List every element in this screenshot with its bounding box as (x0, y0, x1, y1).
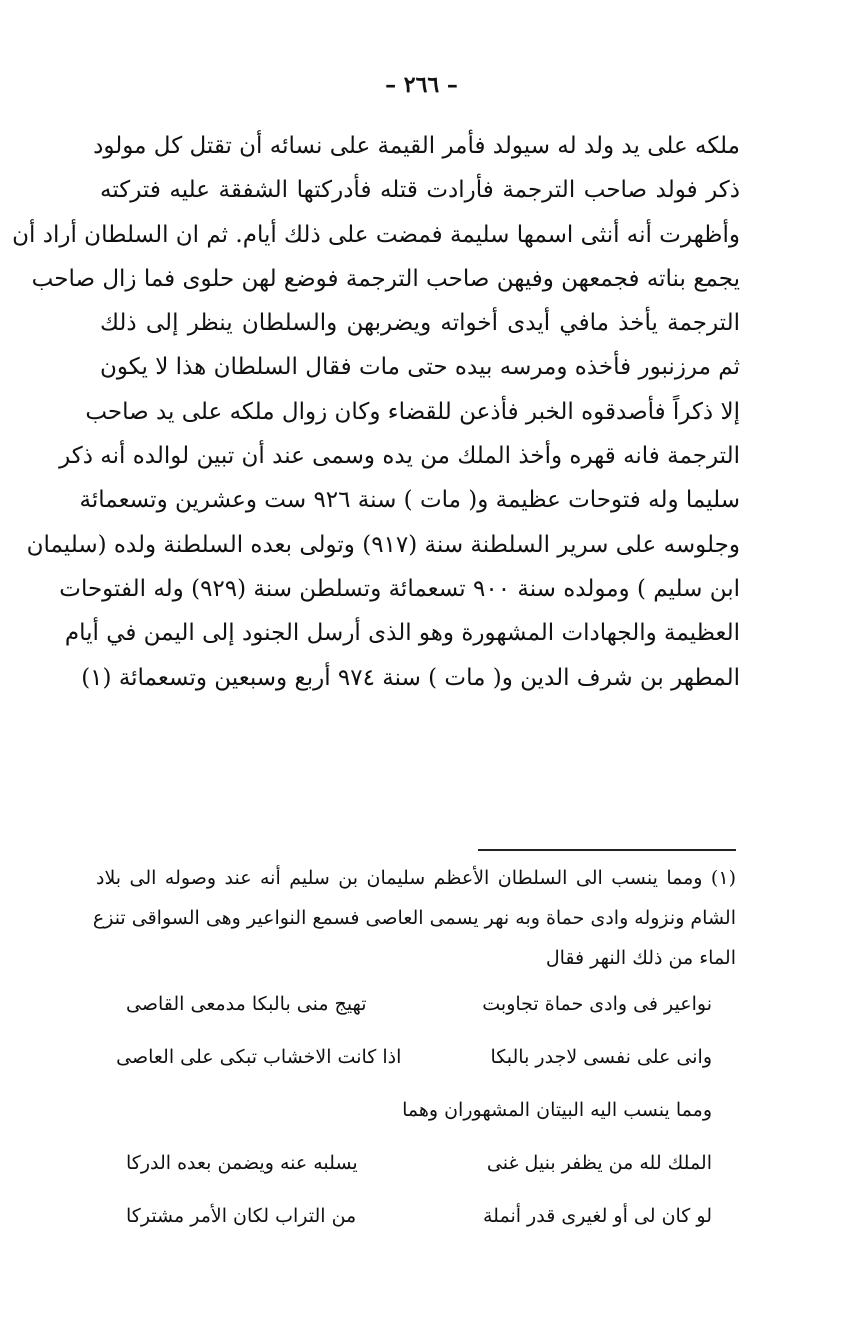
text-line: يجمع بناته فجمعهن وفيهن صاحب الترجمة فوضع لهن حلوى فما زال صاحب (31, 265, 740, 292)
footnote-line: الماء من ذلك النهر فقال (545, 947, 736, 969)
verse-line (96, 1190, 736, 1243)
footnote-separator (478, 849, 736, 851)
text-line: المطهر بن شرف الدين و( مات ) سنة ٩٧٤ أربع وسبعين وتسعمائة (١) (81, 664, 740, 691)
page-number: – ٢٦٦ – (385, 72, 458, 98)
verse-second-hemistich: تهيج منى بالبكا مدمعى القاصى (126, 993, 367, 1015)
verse-line (96, 978, 736, 1031)
text-line: الترجمة فانه قهره وأخذ الملك من يده وسمى عند أن تبين لوالده أنه ذكر (59, 443, 740, 470)
text-line: ذكر فولد صاحب الترجمة فأرادت قتله فأدركتها الشفقة عليه فتركته (100, 177, 740, 204)
verse-second-hemistich: يسلبه عنه ويضمن بعده الدركا (126, 1152, 358, 1174)
verse-first-hemistich: نواعير فى وادى حماة تجاوبت (482, 993, 712, 1015)
text-line: العظيمة والجهادات المشهورة وهو الذى أرسل الجنود إلى اليمن في أيام (64, 620, 740, 647)
verse-second-hemistich: من التراب لكان الأمر مشتركا (126, 1205, 357, 1227)
text-line: سليما وله فتوحات عظيمة و( مات ) سنة ٩٢٦ ست وعشرين وتسعمائة (79, 487, 740, 514)
verse-first-hemistich: لو كان لى أو لغيرى قدر أنملة (482, 1205, 712, 1227)
text-line: ثم مرزنبور فأخذه ومرسه بيده حتى مات فقال السلطان هذا لا يكون (100, 354, 740, 381)
verse-first-hemistich: وانى على نفسى لاجدر بالبكا (490, 1046, 712, 1068)
footnote-line: (١) ومما ينسب الى السلطان الأعظم سليمان بن سليم أنه عند وصوله الى بلاد (96, 867, 736, 889)
verse-first-hemistich: الملك لله من يظفر بنيل غنى (486, 1152, 712, 1174)
text-line: ملكه على يد ولد له سيولد فأمر القيمة على نسائه أن تقتل كل مولود (93, 133, 740, 159)
verse-second-hemistich: اذا كانت الاخشاب تبكى على العاصى (116, 1046, 402, 1068)
footnote-line: الشام ونزوله وادى حماة وبه نهر يسمى العاصى فسمع النواعير وهى السواقى تنزع (92, 907, 736, 929)
verse-line (96, 1031, 736, 1084)
text-line: إلا ذكراً فأصدقوه الخبر فأذعن للقضاء وكان زوال ملكه على يد صاحب (85, 398, 740, 425)
footnote (92, 858, 736, 1243)
text-line: وجلوسه على سرير السلطنة سنة (٩١٧) وتولى بعده السلطنة ولده (سليمان (26, 531, 740, 558)
verse-intro: ومما ينسب اليه البيتان المشهوران وهما (402, 1099, 712, 1121)
text-line: الترجمة يأخذ مافي أيدى أخواته ويضربهن والسلطان ينظر إلى ذلك (100, 310, 740, 337)
main-text-body (12, 124, 740, 700)
text-line: وأظهرت أنه أنثى اسمها سليمة فمضت على ذلك أيام. ثم ان السلطان أراد أن (12, 221, 740, 248)
text-line: ابن سليم ) ومولده سنة ٩٠٠ تسعمائة وتسلطن سنة (٩٢٩) وله الفتوحات (59, 575, 740, 602)
verse-line (96, 1137, 736, 1190)
